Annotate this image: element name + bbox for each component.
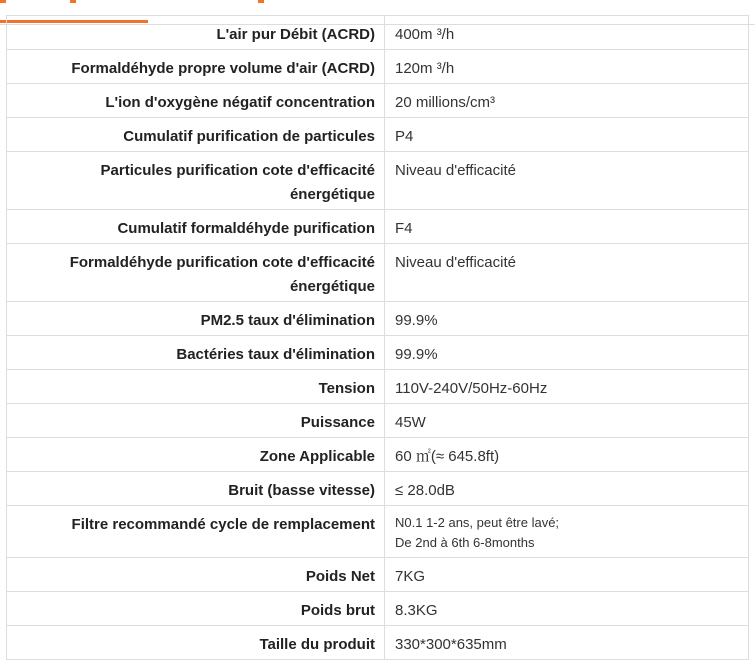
spec-label: Filtre recommandé cycle de remplacement	[7, 506, 385, 558]
table-row	[7, 50, 749, 84]
table-row	[7, 244, 749, 302]
spec-value: 99.9%	[385, 336, 749, 370]
table-row	[7, 404, 749, 438]
table-row	[7, 592, 749, 626]
spec-label: Formaldéhyde propre volume d'air (ACRD)	[7, 50, 385, 84]
spec-value: 7KG	[385, 558, 749, 592]
spec-value-line: N0.1 1-2 ans, peut être lavé;	[395, 515, 560, 530]
spec-value: P4	[385, 118, 749, 152]
spec-value: 120m ³/h	[385, 50, 749, 84]
table-row	[7, 84, 749, 118]
spec-label: Formaldéhyde purification cote d'efficacité énergétique	[7, 244, 385, 302]
table-row	[7, 118, 749, 152]
spec-value-line: De 2nd à 6th 6-8months	[395, 535, 535, 550]
spec-value: 20 millions/cm³	[385, 84, 749, 118]
spec-label: Cumulatif purification de particules	[7, 118, 385, 152]
table-row	[7, 16, 749, 50]
tab-fragment	[0, 0, 6, 3]
spec-label: Puissance	[7, 404, 385, 438]
spec-value: 99.9%	[385, 302, 749, 336]
spec-value: Niveau d'efficacité	[385, 244, 749, 302]
table-row	[7, 558, 749, 592]
spec-value: 60 ㎡(≈ 645.8ft)	[385, 438, 749, 472]
table-row	[7, 506, 749, 558]
table-row	[7, 152, 749, 210]
spec-label: Bactéries taux d'élimination	[7, 336, 385, 370]
spec-value: Niveau d'efficacité	[385, 152, 749, 210]
spec-label: Taille du produit	[7, 626, 385, 660]
table-row	[7, 370, 749, 404]
spec-label: Poids brut	[7, 592, 385, 626]
spec-label: PM2.5 taux d'élimination	[7, 302, 385, 336]
spec-label: Tension	[7, 370, 385, 404]
table-row	[7, 438, 749, 472]
spec-value: 400m ³/h	[385, 16, 749, 50]
spec-value: 110V-240V/50Hz-60Hz	[385, 370, 749, 404]
spec-label: Poids Net	[7, 558, 385, 592]
spec-label: Cumulatif formaldéhyde purification	[7, 210, 385, 244]
table-row	[7, 336, 749, 370]
tab-fragment	[70, 0, 76, 3]
spec-label: Bruit (basse vitesse)	[7, 472, 385, 506]
spec-label: Zone Applicable	[7, 438, 385, 472]
spec-table	[6, 15, 749, 660]
spec-value: 45W	[385, 404, 749, 438]
spec-label: Particules purification cote d'efficacité énergétique	[7, 152, 385, 210]
table-row	[7, 472, 749, 506]
spec-value: 330*300*635mm	[385, 626, 749, 660]
spec-label: L'air pur Débit (ACRD)	[7, 16, 385, 50]
spec-value: 8.3KG	[385, 592, 749, 626]
table-row	[7, 302, 749, 336]
spec-value	[385, 506, 749, 558]
spec-value: F4	[385, 210, 749, 244]
table-row	[7, 210, 749, 244]
tab-fragment	[258, 0, 264, 3]
table-row	[7, 626, 749, 660]
spec-label: L'ion d'oxygène négatif concentration	[7, 84, 385, 118]
spec-value: ≤ 28.0dB	[385, 472, 749, 506]
